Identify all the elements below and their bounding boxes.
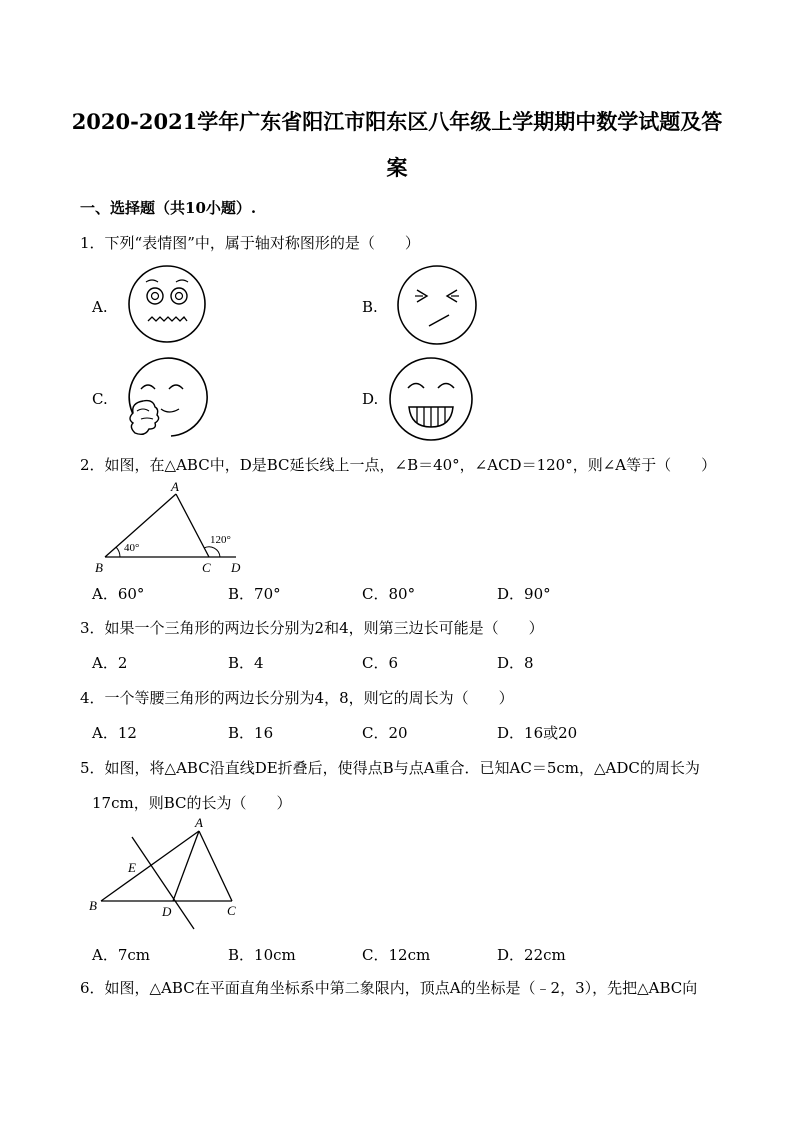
q1-option-d-label: D. bbox=[362, 390, 379, 408]
q1-stem: 1．下列“表情图”中，属于轴对称图形的是（ ） bbox=[80, 234, 420, 252]
q2-stem: 2．如图，在△ABC中，D是BC延长线上一点，∠B＝40°，∠ACD＝120°，则∠A等于（ ） bbox=[80, 456, 717, 474]
q2-angle-b-label: 40° bbox=[124, 542, 140, 554]
q2-label-a: A bbox=[171, 479, 179, 494]
q2-label-b: B bbox=[95, 560, 103, 575]
q5-label-d: D bbox=[162, 904, 172, 919]
q2-option-b: B．70° bbox=[228, 585, 281, 603]
q4-option-a: A．12 bbox=[92, 724, 137, 742]
q1-face-d-image bbox=[387, 355, 475, 443]
q3-stem: 3．如果一个三角形的两边长分别为2和4，则第三边长可能是（ ） bbox=[80, 619, 544, 637]
q2-option-a: A．60° bbox=[92, 585, 145, 603]
q4-stem: 4．一个等腰三角形的两边长分别为4，8，则它的周长为（ ） bbox=[80, 689, 514, 707]
q1-face-c-image bbox=[121, 357, 205, 441]
q1-face-b-image bbox=[395, 263, 479, 347]
section-heading: 一、选择题（共10小题）. bbox=[80, 199, 257, 217]
q4-option-d: D．16或20 bbox=[497, 724, 578, 742]
q1-option-b-label: B. bbox=[362, 298, 378, 316]
q5-option-c: C．12cm bbox=[362, 946, 431, 964]
q5-fold-figure bbox=[86, 815, 246, 941]
q3-option-a: A．2 bbox=[92, 654, 128, 672]
q5-option-a: A．7cm bbox=[92, 946, 151, 964]
q1-option-a-label: A. bbox=[92, 298, 108, 316]
q1-option-c-label: C. bbox=[92, 390, 108, 408]
q2-label-d: D bbox=[231, 560, 241, 575]
q5-label-a: A bbox=[195, 815, 203, 830]
page-title-continued: 案 bbox=[386, 155, 408, 180]
q5-option-b: B．10cm bbox=[228, 946, 296, 964]
q5-label-e: E bbox=[128, 860, 136, 875]
q2-label-c: C bbox=[202, 560, 211, 575]
q4-option-c: C．20 bbox=[362, 724, 408, 742]
q2-option-c: C．80° bbox=[362, 585, 416, 603]
q3-option-c: C．6 bbox=[362, 654, 399, 672]
q2-option-d: D．90° bbox=[497, 585, 551, 603]
q1-face-a-image bbox=[126, 263, 208, 345]
q5-stem-line2: 17cm，则BC的长为（ ） bbox=[92, 794, 292, 812]
q4-option-b: B．16 bbox=[228, 724, 274, 742]
q3-option-b: B．4 bbox=[228, 654, 264, 672]
page-title: 2020-2021学年广东省阳江市阳东区八年级上学期期中数学试题及答 bbox=[71, 109, 723, 134]
q6-stem: 6．如图，△ABC在平面直角坐标系中第二象限内，顶点A的坐标是（﹣2，3），先把△ABC向 bbox=[80, 979, 698, 997]
q3-option-d: D．8 bbox=[497, 654, 534, 672]
q5-option-d: D．22cm bbox=[497, 946, 566, 964]
q5-label-b: B bbox=[89, 898, 97, 913]
q2-angle-c-label: 120° bbox=[210, 534, 231, 546]
q5-label-c: C bbox=[227, 903, 236, 918]
q5-stem-line1: 5．如图，将△ABC沿直线DE折叠后，使得点B与点A重合．已知AC＝5cm，△ADC的周长为 bbox=[80, 759, 700, 777]
q2-triangle-figure bbox=[92, 480, 252, 576]
